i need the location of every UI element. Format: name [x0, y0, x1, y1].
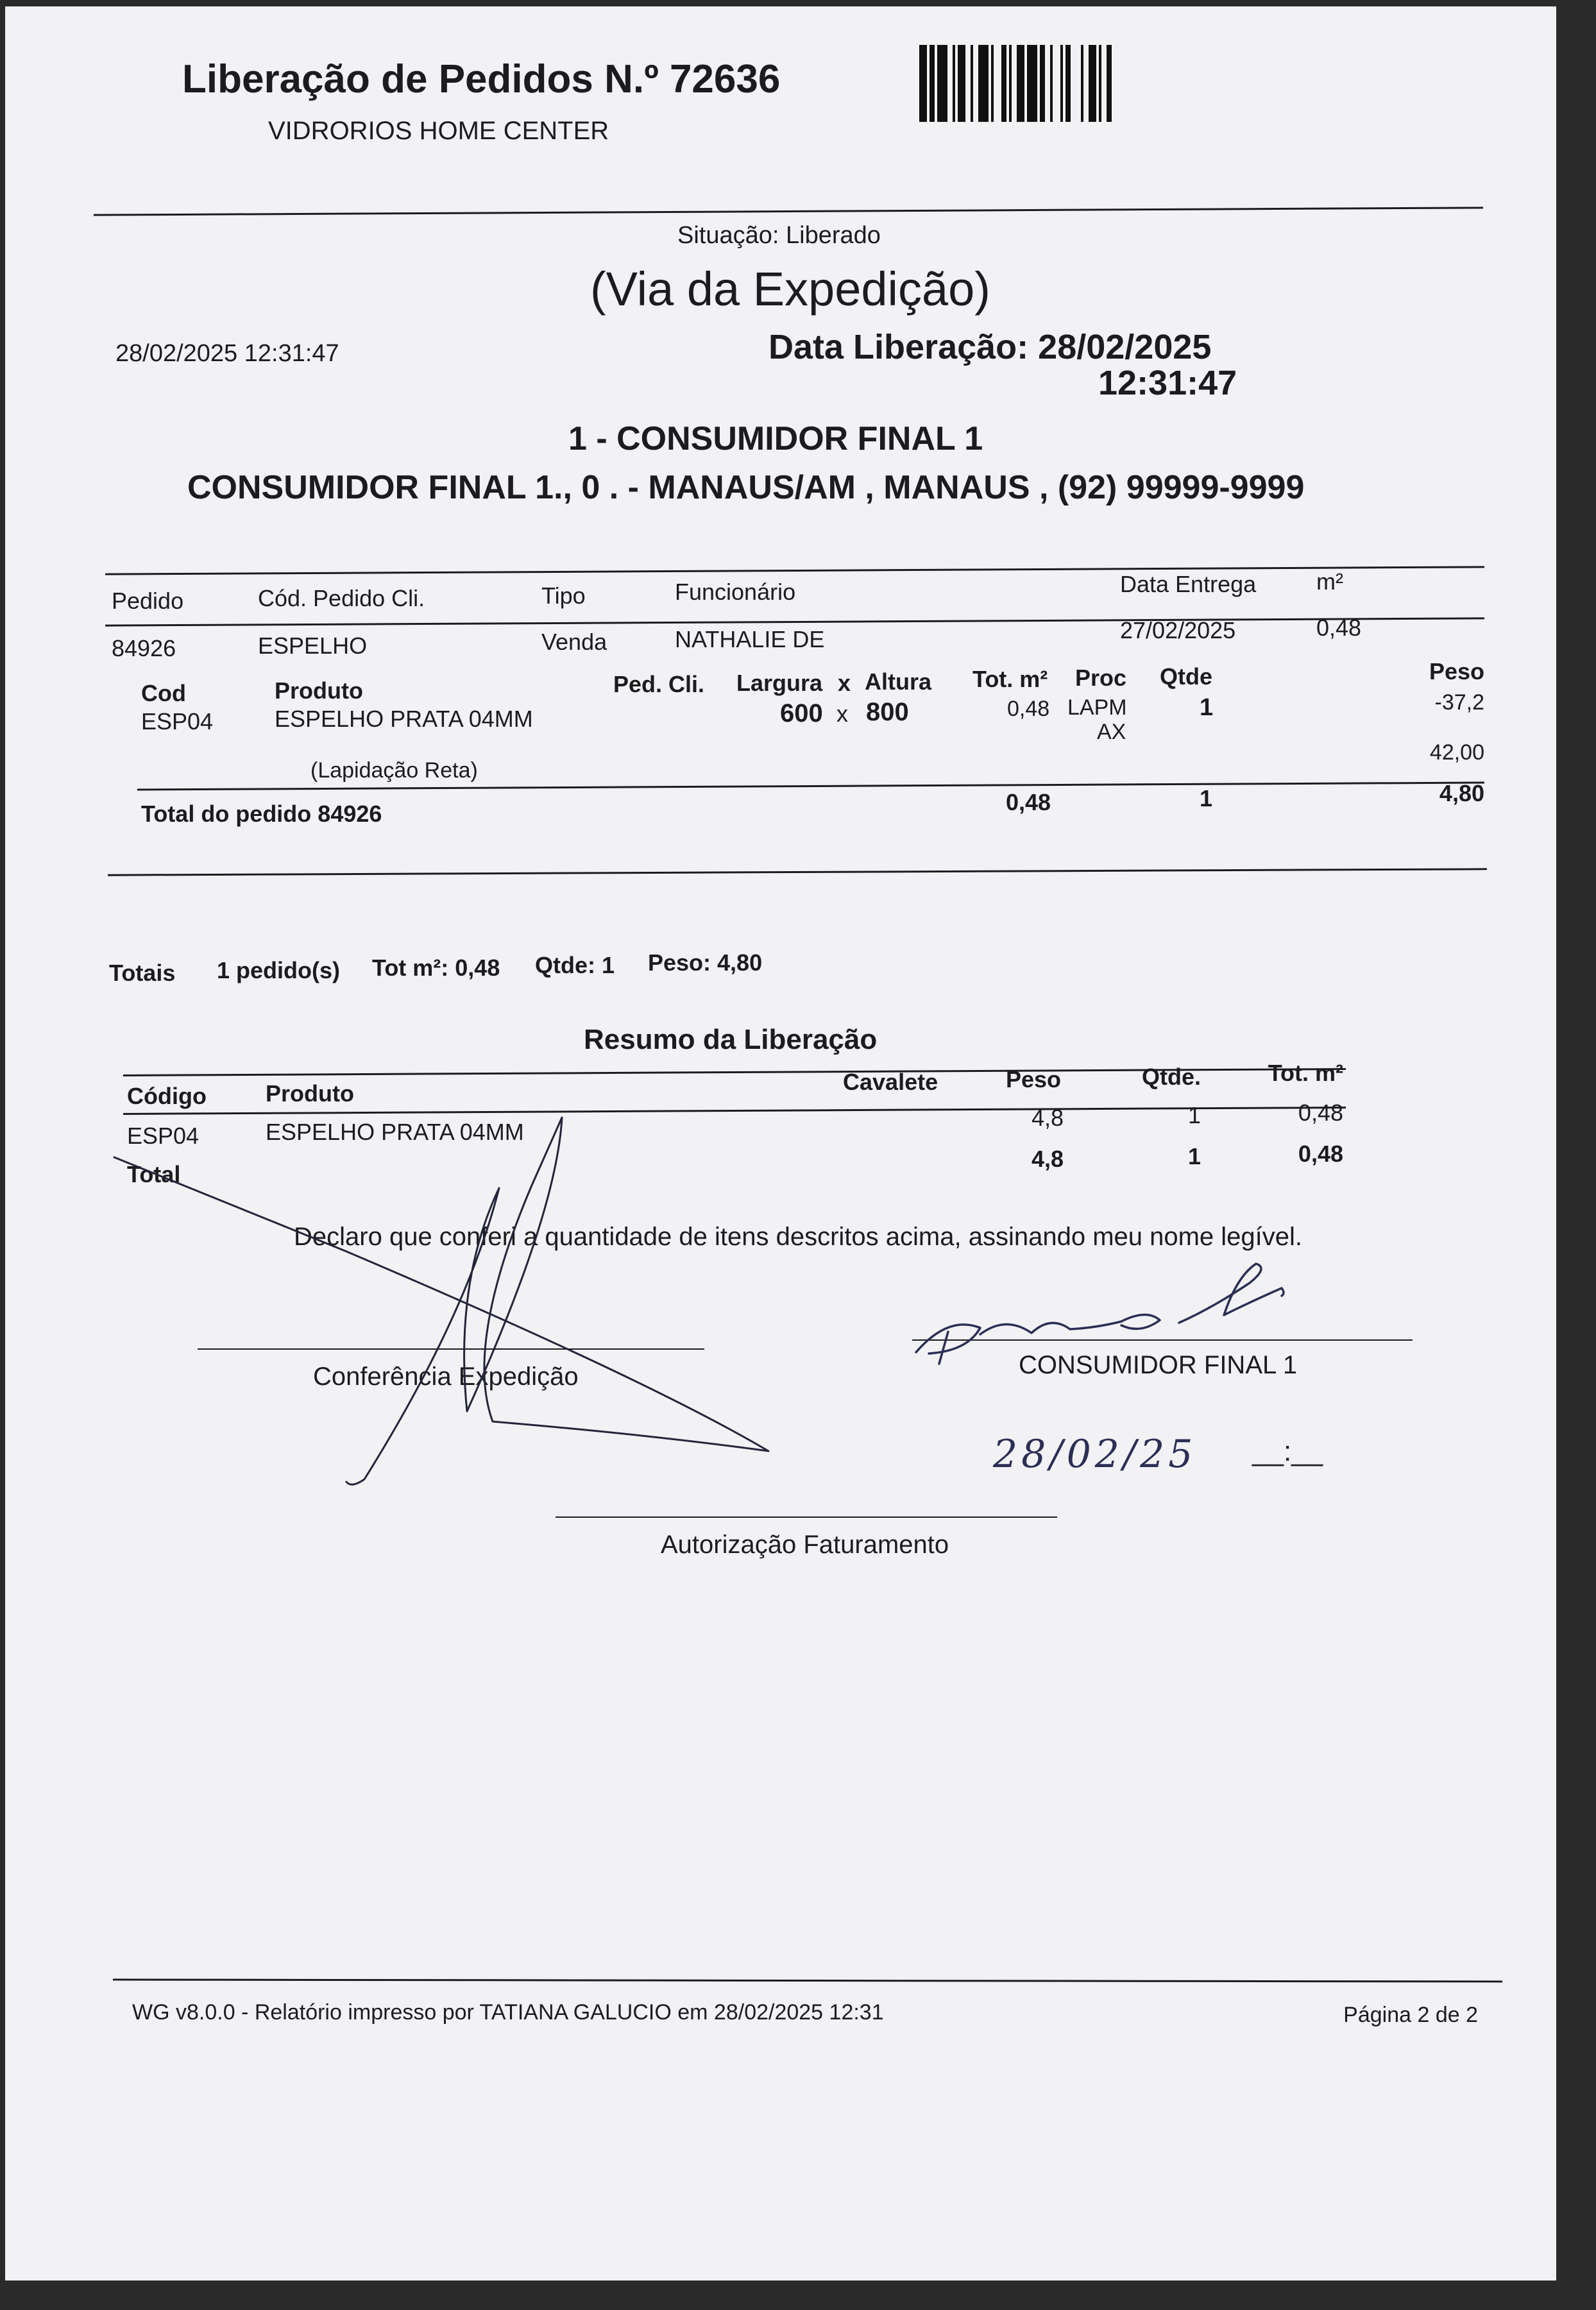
summary-total-peso: 4,8 [1031, 1146, 1064, 1172]
summary-header-tot-m2: Tot. m² [1268, 1060, 1343, 1086]
status-text: Situação: Liberado [677, 222, 881, 249]
item-header-tot-m2: Tot. m² [972, 666, 1048, 692]
totals-peso: Peso: 4,80 [648, 949, 763, 976]
order-total-peso: 4,80 [1439, 780, 1484, 806]
col-header-cod-pedido-cli: Cód. Pedido Cli. [258, 585, 425, 611]
customer-address: CONSUMIDOR FINAL 1., 0 . - MANAUS/AM , MANAUS , (92) 99999-9999 [187, 469, 1305, 506]
summary-total-qtde: 1 [1187, 1143, 1201, 1169]
totals-tot-m2: Tot m²: 0,48 [372, 955, 500, 981]
item-header-largura: Largura [736, 670, 823, 696]
totals-pedidos: 1 pedido(s) [217, 957, 341, 983]
order-tipo: Venda [541, 629, 607, 655]
item-header-peso: Peso [1429, 658, 1484, 684]
time-blank: __:__ [1252, 1436, 1323, 1467]
summary-header-qtde: Qtde. [1142, 1064, 1201, 1090]
order-total-m2: 0,48 [1006, 789, 1051, 815]
item-peso-extra: 42,00 [1429, 740, 1484, 765]
col-header-funcionario: Funcionário [675, 579, 796, 605]
release-time: 12:31:47 [1098, 364, 1237, 402]
item-proc-line2: AX [1097, 720, 1126, 744]
summary-qtde: 1 [1187, 1102, 1201, 1128]
item-altura: 800 [866, 698, 909, 726]
consumidor-label: CONSUMIDOR FINAL 1 [1019, 1351, 1298, 1379]
customer-name: 1 - CONSUMIDOR FINAL 1 [568, 420, 983, 457]
col-header-pedido: Pedido [112, 588, 184, 614]
order-total-qtde: 1 [1200, 785, 1213, 811]
item-x: x [836, 701, 848, 727]
conferencia-label: Conferência Expedição [313, 1363, 579, 1391]
summary-header-produto: Produto [266, 1080, 354, 1107]
item-produto: ESPELHO PRATA 04MM [275, 706, 533, 732]
item-header-ped-cli: Ped. Cli. [613, 671, 705, 697]
via-label: (Via da Expedição) [590, 262, 990, 316]
item-header-x: x [838, 670, 851, 696]
summary-total-tot-m2: 0,48 [1298, 1141, 1343, 1167]
summary-codigo: ESP04 [127, 1123, 200, 1149]
item-header-qtde: Qtde [1160, 663, 1213, 690]
footer-page-number: Página 2 de 2 [1343, 2003, 1478, 2027]
item-largura: 600 [780, 699, 823, 727]
order-data-entrega: 27/02/2025 [1120, 617, 1236, 643]
autorizacao-label: Autorização Faturamento [661, 1531, 949, 1559]
footer-left: WG v8.0.0 - Relatório impresso por TATIANA GALUCIO em 28/02/2025 12:31 [132, 2000, 884, 2025]
consumidor-signature [5, 6, 1556, 2280]
order-total-label: Total do pedido 84926 [141, 801, 382, 827]
item-header-proc: Proc [1075, 665, 1127, 691]
summary-peso: 4,8 [1031, 1105, 1064, 1131]
document-page [5, 6, 1556, 2280]
col-header-data-entrega: Data Entrega [1120, 571, 1257, 597]
summary-header-cavalete: Cavalete [843, 1069, 938, 1095]
summary-header-codigo: Código [127, 1083, 207, 1109]
order-pedido: 84926 [112, 635, 176, 661]
item-header-cod: Cod [141, 680, 186, 706]
declaration-text: Declaro que conferi a quantidade de itens descritos acima, assinando meu nome legível. [294, 1223, 1303, 1251]
totals-label: Totais [109, 960, 176, 986]
col-header-m2: m² [1316, 568, 1343, 595]
summary-total-label: Total [127, 1161, 181, 1187]
summary-produto: ESPELHO PRATA 04MM [266, 1119, 524, 1145]
release-label: Data Liberação: [768, 328, 1029, 366]
summary-tot-m2: 0,48 [1298, 1100, 1343, 1126]
order-m2: 0,48 [1316, 615, 1362, 641]
item-proc-line1: LAPM [1067, 695, 1127, 720]
print-datetime: 28/02/2025 12:31:47 [115, 340, 339, 367]
item-peso: -37,2 [1434, 690, 1484, 715]
handwritten-date: 28/02/25 [993, 1432, 1197, 1477]
company-name: VIDRORIOS HOME CENTER [268, 117, 609, 145]
item-process-note: (Lapidação Reta) [310, 758, 478, 783]
totals-qtde: Qtde: 1 [535, 952, 615, 978]
release-date: 28/02/2025 [1038, 328, 1212, 366]
summary-title: Resumo da Liberação [584, 1024, 878, 1055]
order-funcionario: NATHALIE DE [675, 626, 825, 652]
item-qtde: 1 [1200, 694, 1214, 721]
col-header-tipo: Tipo [541, 582, 586, 609]
item-header-altura: Altura [865, 668, 932, 695]
summary-header-peso: Peso [1006, 1066, 1062, 1092]
order-cod-pedido-cli: ESPELHO [258, 633, 368, 659]
item-tot-m2: 0,48 [1007, 697, 1050, 721]
item-cod: ESP04 [141, 708, 214, 735]
item-header-produto: Produto [275, 677, 363, 704]
document-title: Liberação de Pedidos N.º 72636 [182, 57, 781, 101]
